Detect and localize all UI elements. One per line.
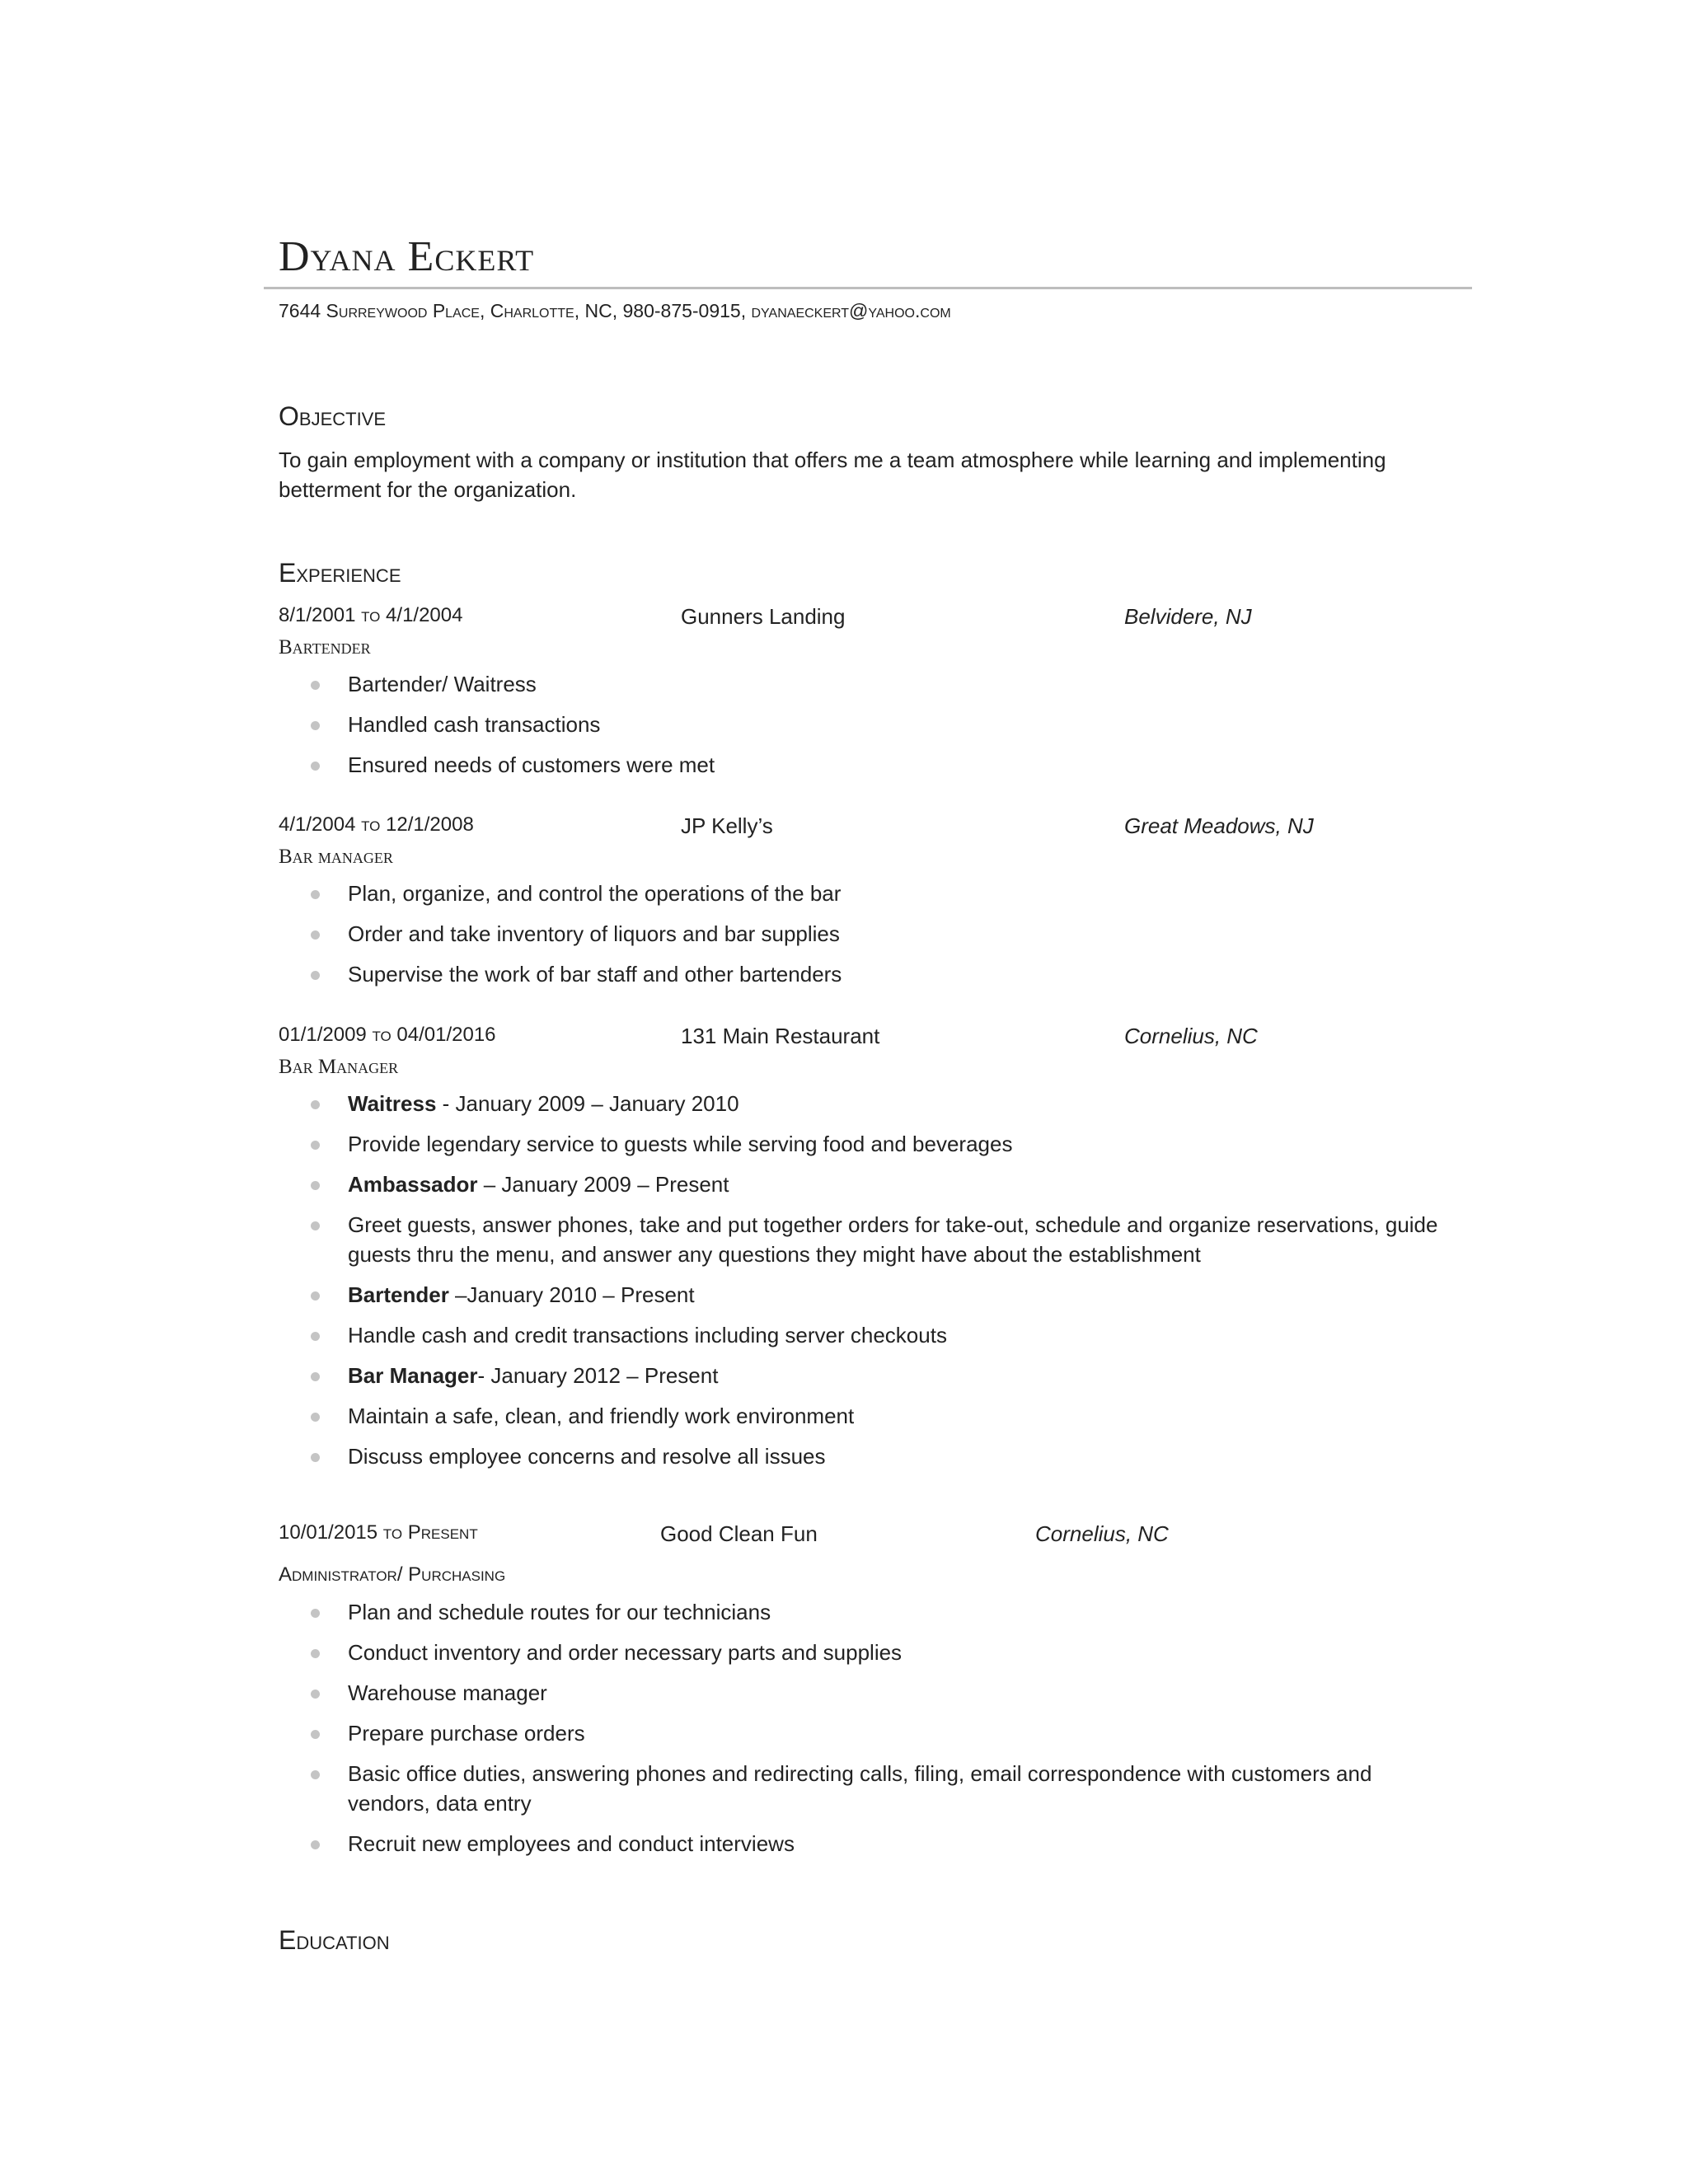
experience-heading: Experience	[279, 558, 401, 588]
bullet-icon	[311, 1453, 320, 1462]
objective-heading: Objective	[279, 401, 387, 431]
bullet-icon	[311, 1221, 320, 1230]
bullet-icon	[311, 1730, 320, 1739]
bullet-icon	[311, 1690, 320, 1699]
job-dates: 10/01/2015 to Present	[279, 1521, 478, 1544]
bullet-icon	[311, 1141, 320, 1150]
contact-info: 7644 Surreywood Place, Charlotte, NC, 980-875-0915, dyanaeckert@yahoo.com	[279, 300, 951, 321]
job-duties-list	[305, 669, 1459, 780]
list-item: Bartender –January 2010 – Present	[305, 1280, 1459, 1310]
job-duties-list	[305, 1089, 1459, 1471]
job-role: Bar manager	[279, 846, 393, 868]
bullet-icon	[311, 930, 320, 940]
job-company: Good Clean Fun	[660, 1521, 818, 1546]
job-role: Administrator/ Purchasing	[279, 1563, 506, 1586]
job-company: 131 Main Restaurant	[681, 1024, 880, 1048]
bullet-icon	[311, 1609, 320, 1618]
bullet-icon	[311, 1770, 320, 1779]
list-item: Conduct inventory and order necessary parts and supplies	[305, 1638, 1459, 1667]
job-role: Bar Manager	[279, 1056, 399, 1078]
list-item: Supervise the work of bar staff and other bartenders	[305, 959, 1459, 989]
list-item: Recruit new employees and conduct interviews	[305, 1829, 1459, 1858]
list-item: Warehouse manager	[305, 1678, 1459, 1708]
list-item: Provide legendary service to guests while serving food and beverages	[305, 1129, 1459, 1159]
education-heading: Education	[279, 1925, 390, 1955]
list-item: Prepare purchase orders	[305, 1718, 1459, 1748]
bullet-icon	[311, 971, 320, 980]
bullet-icon	[311, 890, 320, 899]
job-role: Bartender	[279, 636, 371, 658]
bullet-icon	[311, 1649, 320, 1658]
list-item: Plan, organize, and control the operations of the bar	[305, 879, 1459, 908]
list-item: Bartender/ Waitress	[305, 669, 1459, 699]
job-dates: 8/1/2001 to 4/1/2004	[279, 604, 463, 626]
bullet-icon	[311, 1372, 320, 1381]
bullet-icon	[311, 1840, 320, 1849]
header-divider	[264, 287, 1472, 289]
job-dates: 4/1/2004 to 12/1/2008	[279, 813, 474, 836]
candidate-name: Dyana Eckert	[279, 233, 535, 280]
list-item: Ambassador – January 2009 – Present	[305, 1169, 1459, 1199]
job-location: Belvidere, NJ	[1124, 604, 1252, 629]
job-location: Cornelius, NC	[1124, 1024, 1258, 1048]
job-duties-list	[305, 1597, 1459, 1858]
bullet-icon	[311, 1100, 320, 1109]
bullet-icon	[311, 762, 320, 771]
objective-text: To gain employment with a company or institution that offers me a team atmosphere while learning and implementing betterment for the organization.	[279, 448, 1386, 502]
list-item: Discuss employee concerns and resolve all issues	[305, 1441, 1459, 1471]
list-item: Plan and schedule routes for our technicians	[305, 1597, 1459, 1627]
list-item: Ensured needs of customers were met	[305, 750, 1459, 780]
list-item: Waitress - January 2009 – January 2010	[305, 1089, 1459, 1118]
job-dates: 01/1/2009 to 04/01/2016	[279, 1024, 496, 1046]
list-item: Maintain a safe, clean, and friendly work environment	[305, 1401, 1459, 1431]
list-item: Handle cash and credit transactions including server checkouts	[305, 1320, 1459, 1350]
bullet-icon	[311, 1181, 320, 1190]
job-location: Great Meadows, NJ	[1124, 813, 1314, 838]
bullet-icon	[311, 721, 320, 730]
job-location: Cornelius, NC	[1035, 1521, 1169, 1546]
list-item: Bar Manager- January 2012 – Present	[305, 1361, 1459, 1390]
list-item: Handled cash transactions	[305, 710, 1459, 739]
bullet-icon	[311, 1413, 320, 1422]
bullet-icon	[311, 1291, 320, 1301]
job-duties-list	[305, 879, 1459, 989]
bullet-icon	[311, 1332, 320, 1341]
list-item: Order and take inventory of liquors and bar supplies	[305, 919, 1459, 949]
list-item: Basic office duties, answering phones and redirecting calls, filing, email correspondence with customers and vendors, data entry	[305, 1759, 1459, 1818]
job-company: JP Kelly’s	[681, 813, 773, 838]
job-company: Gunners Landing	[681, 604, 846, 629]
list-item: Greet guests, answer phones, take and put together orders for take-out, schedule and organize reservations, guide guests thru the menu, and answer any questions they might have about the establishment	[305, 1210, 1459, 1269]
bullet-icon	[311, 681, 320, 690]
